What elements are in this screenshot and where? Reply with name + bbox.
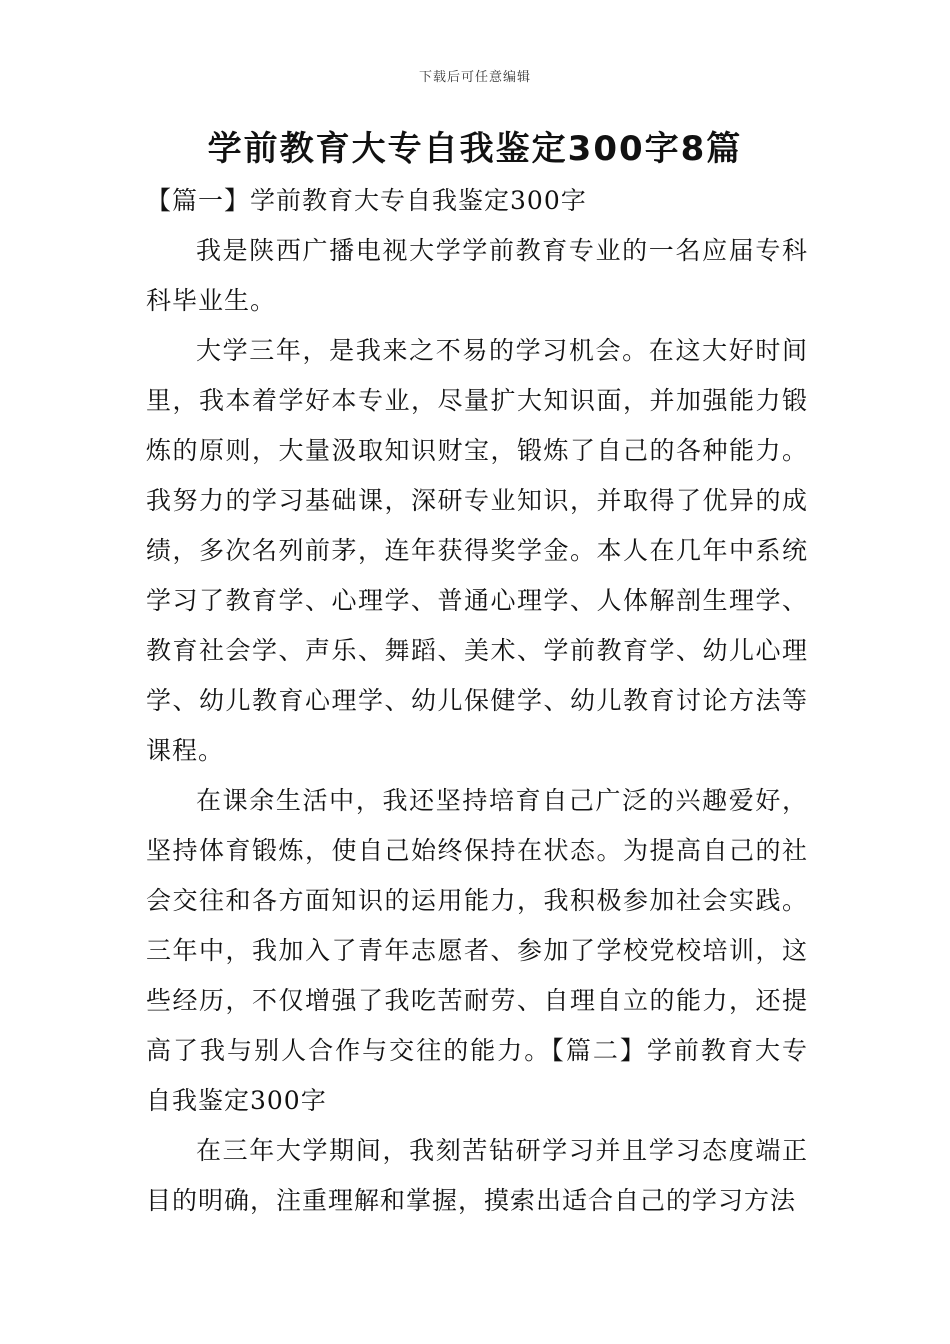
header-note: 下载后可任意编辑: [418, 70, 531, 85]
paragraph: 在课余生活中，我还坚持培育自己广泛的兴趣爱好，坚持体育锻炼，使自己始终保持在状态。为提高自己的社会交往和各方面知识的运用能力，我积极参加社会实践。三年中，我加入了青年志愿者、参加了学校党校培训，这些经历，不仅增强了我吃苦耐劳、自理自立的能力，还提高了我与别人合作与交往的能力。【篇二】学前教育大专自我鉴定300字: [146, 786, 808, 1115]
paragraph: 大学三年，是我来之不易的学习机会。在这大好时间里，我本着学好本专业，尽量扩大知识面，并加强能力锻炼的原则，大量汲取知识财宝，锻炼了自己的各种能力。我努力的学习基础课，深研专业知识，并取得了优异的成绩，多次名列前茅，连年获得奖学金。本人在几年中系统学习了教育学、心理学、普通心理学、人体解剖生理学、教育社会学、声乐、舞蹈、美术、学前教育学、幼儿心理学、幼儿教育心理学、幼儿保健学、幼儿教育讨论方法等课程。: [146, 336, 808, 765]
paragraph: 我是陕西广播电视大学学前教育专业的一名应届专科科毕业生。: [146, 236, 808, 315]
document-body: [146, 176, 808, 1226]
section-heading: 【篇一】学前教育大专自我鉴定300字: [146, 186, 587, 215]
document-title: 学前教育大专自我鉴定300字8篇: [207, 129, 743, 169]
paragraph: 在三年大学期间，我刻苦钻研学习并且学习态度端正目的明确，注重理解和掌握，摸索出适合自己的学习方法: [146, 1136, 808, 1215]
